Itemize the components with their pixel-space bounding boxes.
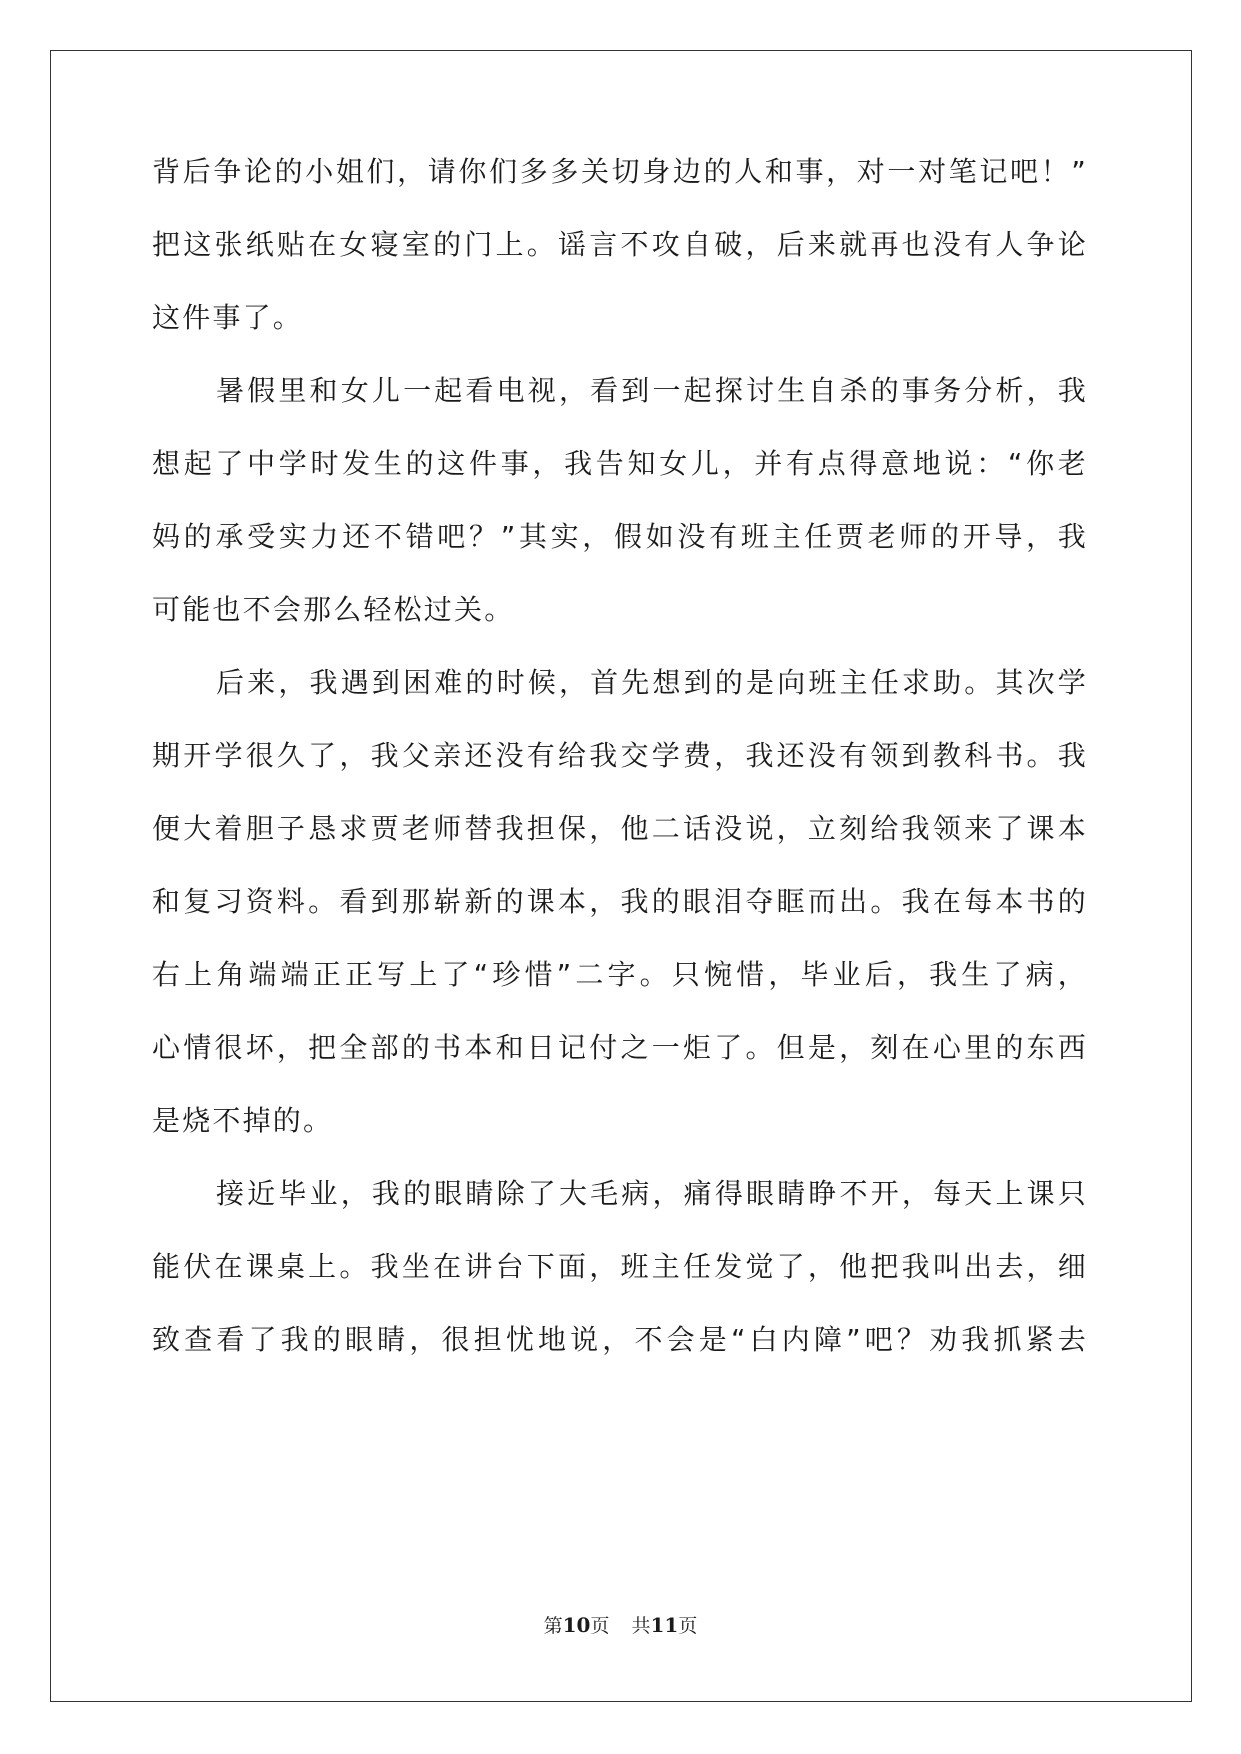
- total-pages-number: 11: [650, 1613, 679, 1637]
- total-prefix: 共: [631, 1615, 651, 1637]
- paragraph-line: 期开学很久了，我父亲还没有给我交学费，我还没有领到教科书。我: [152, 739, 1088, 772]
- paragraph-line: 想起了中学时发生的这件事，我告知女儿，并有点得意地说：“你老: [152, 447, 1088, 480]
- paragraph-line: 接近毕业，我的眼睛除了大毛病，痛得眼睛睁不开，每天上课只: [216, 1177, 1088, 1210]
- paragraph-line: 把这张纸贴在女寝室的门上。谣言不攻自破，后来就再也没有人争论: [152, 228, 1088, 261]
- paragraph-line: 是烧不掉的。: [152, 1104, 334, 1137]
- paragraph-line: 右上角端端正正写上了“珍惜”二字。只惋惜，毕业后，我生了病，: [152, 958, 1088, 991]
- paragraph-line: 便大着胆子恳求贾老师替我担保，他二话没说，立刻给我领来了课本: [152, 812, 1088, 845]
- paragraph-line: 致查看了我的眼睛，很担忧地说，不会是“白内障”吧？劝我抓紧去: [152, 1323, 1088, 1356]
- paragraph-line: 背后争论的小姐们，请你们多多关切身边的人和事，对一对笔记吧！”: [152, 155, 1088, 188]
- page-footer: [0, 1612, 1241, 1639]
- paragraph-line: 可能也不会那么轻松过关。: [152, 593, 515, 626]
- paragraph-line: 和复习资料。看到那崭新的课本，我的眼泪夺眶而出。我在每本书的: [152, 885, 1088, 918]
- page-prefix: 第: [543, 1615, 563, 1637]
- page-suffix: 页: [590, 1615, 610, 1637]
- paragraph-line: 后来，我遇到困难的时候，首先想到的是向班主任求助。其次学: [216, 666, 1088, 699]
- paragraph-line: 这件事了。: [152, 301, 304, 334]
- paragraph-line: 心情很坏，把全部的书本和日记付之一炬了。但是，刻在心里的东西: [152, 1031, 1088, 1064]
- current-page-number: 10: [562, 1613, 591, 1637]
- paragraph-line: 能伏在课桌上。我坐在讲台下面，班主任发觉了，他把我叫出去，细: [152, 1250, 1088, 1283]
- total-suffix: 页: [678, 1615, 698, 1637]
- paragraph-line: 妈的承受实力还不错吧？”其实，假如没有班主任贾老师的开导，我: [152, 520, 1088, 553]
- paragraph-line: 暑假里和女儿一起看电视，看到一起探讨生自杀的事务分析，我: [216, 374, 1088, 407]
